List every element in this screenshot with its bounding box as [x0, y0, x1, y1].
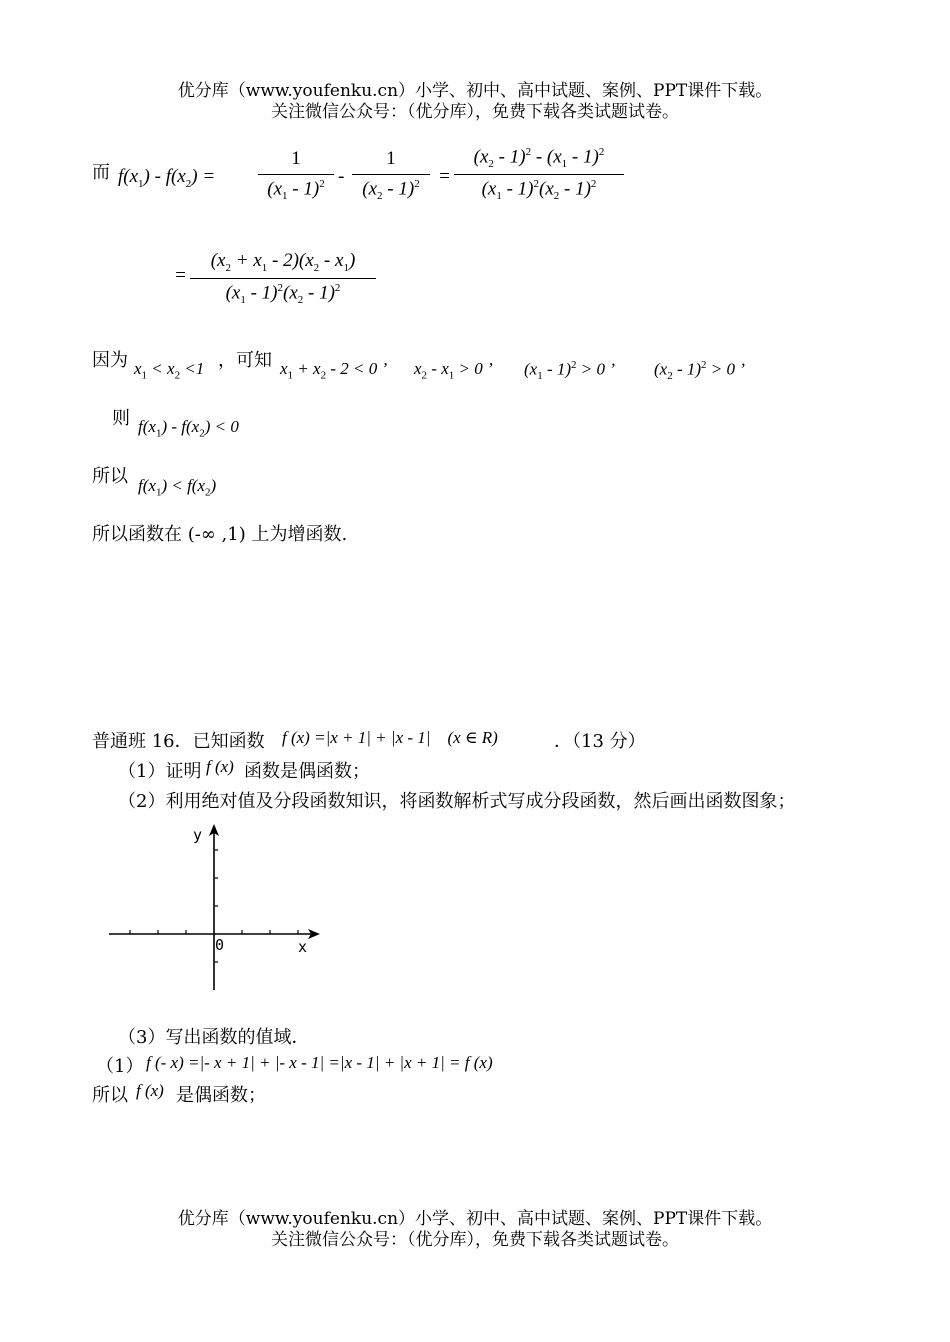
coordinate-axes [105, 820, 330, 995]
header-line-1: 优分库（www.youfenku.cn）小学、初中、高中试题、案例、PPT课件下载。 [177, 81, 773, 101]
condition-5: $(x_2 - 1)^2 > 0$ ’ [654, 359, 745, 383]
header-line-2: 关注微信公众号：（优分库），免费下载各类试题试卷。 [271, 102, 679, 122]
y-axis-label: y [193, 826, 203, 844]
problem16-suffix: ．（13 分） [554, 731, 646, 752]
ze-label: 则 [112, 408, 130, 429]
answer-1-label: （1） [96, 1056, 144, 1077]
answer-1-fx: f (x) [136, 1081, 164, 1100]
minus-sign: - [338, 166, 345, 187]
answer-1-conclusion-prefix: 所以 [92, 1085, 128, 1106]
question-1: （1）证明 [118, 761, 202, 782]
difference-lhs: $f(x_1) - f(x_2)$ = [118, 166, 216, 190]
condition-4: $(x_1 - 1)^2 > 0$ ’ [524, 359, 615, 383]
result-compare: $f(x_1) < f(x_2)$ [138, 476, 217, 499]
problem16-function: f (x) =|x + 1| + |x - 1| (x ∈ R) [282, 728, 498, 747]
x-axis-label: x [298, 938, 308, 956]
answer-1-equation: f (- x) =|- x + 1| + |- x - 1| =|x - 1| + |x + 1| = f (x) [146, 1053, 493, 1072]
equals-sign-2: = [174, 265, 187, 286]
condition-3: $x_2 - x_1 > 0$ ’ [414, 359, 493, 382]
question-2: （2）利用绝对值及分段函数知识，将函数解析式写成分段函数，然后画出函数图象； [118, 791, 796, 812]
problem16-prefix: 普通班 16．已知函数 [92, 731, 265, 752]
question-1-tail: 函数是偶函数； [244, 761, 370, 782]
conclusion: 所以函数在 (-∞ ,1) 上为增函数. [92, 524, 348, 545]
question-3: （3）写出函数的值域． [118, 1027, 310, 1048]
equals-sign: = [438, 166, 451, 187]
condition-1: $x_1 < x_2 <1$ [134, 359, 205, 382]
fraction-1: $\frac{1}{(x_1 - 1)^2}$ [258, 148, 334, 202]
er-label: 而 [92, 162, 110, 183]
kezhi-label: ，可知 [218, 350, 272, 371]
fraction-4: $\frac{(x_2 + x_1 - 2)(x_2 - x_1)}{(x_1 - 1)^2(x_2 - 1)^2}$ [190, 250, 376, 306]
yinwei-label: 因为 [92, 350, 128, 371]
answer-1-conclusion-tail: 是偶函数； [176, 1085, 266, 1106]
origin-label: 0 [215, 936, 225, 954]
suoyi-label: 所以 [92, 466, 128, 487]
result-inequality: $f(x_1) - f(x_2) < 0$ [138, 417, 239, 440]
question-1-fx: f (x) [206, 757, 234, 776]
fraction-3: $\frac{(x_2 - 1)^2 - (x_1 - 1)^2}{(x_1 - 1)^2(x_2 - 1)^2}$ [454, 146, 624, 202]
condition-2: $x_1 + x_2 - 2 < 0$ ’ [280, 359, 388, 382]
fraction-2: $\frac{1}{(x_2 - 1)^2}$ [352, 148, 430, 202]
footer-line-2: 关注微信公众号：（优分库），免费下载各类试题试卷。 [271, 1230, 679, 1250]
footer-line-1: 优分库（www.youfenku.cn）小学、初中、高中试题、案例、PPT课件下载。 [177, 1209, 773, 1229]
